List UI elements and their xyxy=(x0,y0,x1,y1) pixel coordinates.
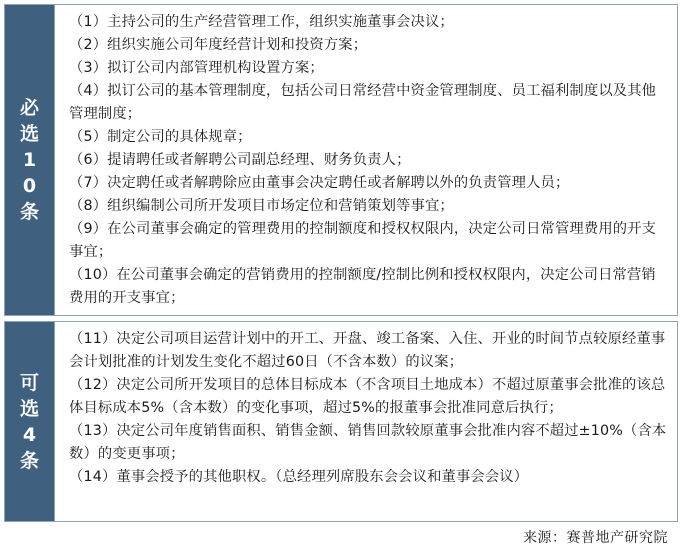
required-item-9: （9）在公司董事会确定的管理费用的控制额度和授权权限内，决定公司日常管理费用的开支事宜； xyxy=(69,221,657,260)
required-item-3: （3）拟订公司内部管理机构设置方案； xyxy=(69,60,324,76)
optional-item-13: （13）决定公司年度销售面积、销售金额、销售回款较原董事会批准内容不超过±10%（含本数）的变更事项； xyxy=(69,423,667,462)
required-item-10: （10）在公司董事会确定的营销费用的控制额度/控制比例和授权权限内，决定公司日常营销费用的开支事宜； xyxy=(69,267,656,306)
optional-items-list xyxy=(55,322,677,489)
required-section xyxy=(4,4,678,316)
required-item-5: （5）制定公司的具体规章； xyxy=(69,129,252,145)
optional-item-14: （14）董事会授予的其他职权。（总经理列席股东会会议和董事会会议） xyxy=(69,469,529,485)
optional-item-11: （11）决定公司项目运营计划中的开工、开盘、竣工备案、入住、开业的时间节点较原经董事会计划批准的计划发生变化不超过60日（不含本数）的议案； xyxy=(69,331,666,370)
required-item-6: （6）提请聘任或者解聘公司副总经理、财务负责人； xyxy=(69,152,411,168)
required-items-panel xyxy=(54,5,677,315)
optional-side-label: 可选4条 xyxy=(19,371,39,472)
optional-side-label-box xyxy=(5,322,54,521)
required-item-1: （1）主持公司的生产经营管理工作，组织实施董事会决议； xyxy=(69,14,454,30)
required-side-label-box xyxy=(5,5,54,315)
source-note: 来源：赛普地产研究院 xyxy=(523,530,668,546)
required-item-8: （8）组织编制公司所开发项目市场定位和营销策划等事宜； xyxy=(69,198,454,214)
required-side-label: 必选10条 xyxy=(19,97,39,223)
required-item-7: （7）决定聘任或者解聘除应由董事会决定聘任或者解聘以外的负责管理人员； xyxy=(69,175,570,191)
optional-section xyxy=(4,321,678,522)
required-items-list xyxy=(55,5,677,310)
optional-items-panel xyxy=(54,322,677,521)
required-item-4: （4）拟订公司的基本管理制度，包括公司日常经营中资金管理制度、员工福利制度以及其他管理制度； xyxy=(69,83,657,122)
required-item-2: （2）组织实施公司年度经营计划和投资方案； xyxy=(69,37,368,53)
optional-item-12: （12）决定公司所开发项目的总体目标成本（不含项目土地成本）不超过原董事会批准的该总体目标成本5%（含本数）的变化事项，超过5%的报董事会批准同意后执行； xyxy=(69,377,666,416)
